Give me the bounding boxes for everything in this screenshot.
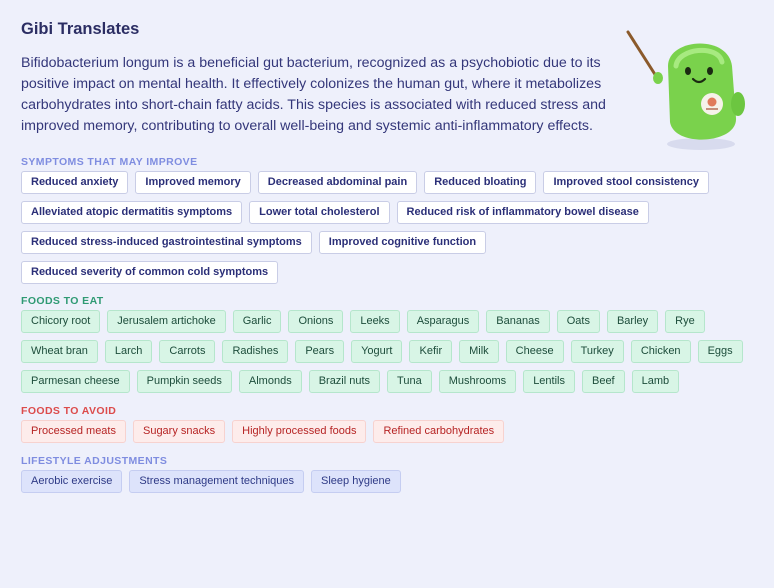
food-to-eat-chip: Lentils <box>523 370 575 393</box>
symptom-chip: Reduced bloating <box>424 171 536 194</box>
symptom-chip: Lower total cholesterol <box>249 201 389 224</box>
food-to-avoid-chip: Sugary snacks <box>133 420 225 443</box>
food-to-eat-chip: Leeks <box>350 310 399 333</box>
symptom-chip: Improved stool consistency <box>543 171 708 194</box>
food-to-eat-chip: Chicory root <box>21 310 100 333</box>
lifestyle-chip: Aerobic exercise <box>21 470 122 493</box>
lifestyle-chip: Sleep hygiene <box>311 470 401 493</box>
food-to-eat-chip: Bananas <box>486 310 549 333</box>
foods-to-avoid-section-label: FOODS TO AVOID <box>21 405 117 417</box>
food-to-eat-chip: Eggs <box>698 340 743 363</box>
food-to-eat-chip: Jerusalem artichoke <box>107 310 225 333</box>
food-to-eat-chip: Barley <box>607 310 658 333</box>
food-to-eat-chip: Almonds <box>239 370 302 393</box>
food-to-eat-chip: Parmesan cheese <box>21 370 130 393</box>
food-to-eat-chip: Wheat bran <box>21 340 98 363</box>
food-to-eat-chip: Lamb <box>632 370 680 393</box>
food-to-avoid-chip: Highly processed foods <box>232 420 366 443</box>
lifestyle-chip: Stress management techniques <box>129 470 304 493</box>
food-to-eat-chip: Yogurt <box>351 340 402 363</box>
food-to-eat-chip: Pumpkin seeds <box>137 370 232 393</box>
foods-to-avoid-chip-list <box>21 420 756 450</box>
food-to-avoid-chip: Refined carbohydrates <box>373 420 504 443</box>
food-to-eat-chip: Asparagus <box>407 310 480 333</box>
food-to-eat-chip: Onions <box>288 310 343 333</box>
symptom-chip: Reduced anxiety <box>21 171 128 194</box>
food-to-eat-chip: Carrots <box>159 340 215 363</box>
symptom-chip: Improved memory <box>135 171 250 194</box>
lifestyle-section-label: LIFESTYLE ADJUSTMENTS <box>21 455 168 467</box>
mascot-icon <box>618 26 754 154</box>
food-to-eat-chip: Brazil nuts <box>309 370 380 393</box>
foods-to-eat-chip-list <box>21 310 756 400</box>
food-to-eat-chip: Larch <box>105 340 153 363</box>
food-to-eat-chip: Beef <box>582 370 625 393</box>
food-to-eat-chip: Oats <box>557 310 600 333</box>
food-to-eat-chip: Mushrooms <box>439 370 516 393</box>
app-title: Gibi Translates <box>21 20 140 38</box>
food-to-eat-chip: Radishes <box>222 340 288 363</box>
symptoms-section-label: SYMPTOMS THAT MAY IMPROVE <box>21 156 198 168</box>
symptom-chip: Reduced stress-induced gastrointestinal symptoms <box>21 231 312 254</box>
symptom-chip: Reduced severity of common cold symptoms <box>21 261 278 284</box>
lifestyle-chip-list <box>21 470 756 500</box>
food-to-eat-chip: Pears <box>295 340 344 363</box>
symptom-chip: Improved cognitive function <box>319 231 486 254</box>
symptom-chip: Decreased abdominal pain <box>258 171 417 194</box>
food-to-eat-chip: Kefir <box>409 340 452 363</box>
food-to-eat-chip: Tuna <box>387 370 432 393</box>
symptom-chip: Alleviated atopic dermatitis symptoms <box>21 201 242 224</box>
food-to-avoid-chip: Processed meats <box>21 420 126 443</box>
food-to-eat-chip: Turkey <box>571 340 624 363</box>
food-to-eat-chip: Cheese <box>506 340 564 363</box>
food-to-eat-chip: Garlic <box>233 310 282 333</box>
food-to-eat-chip: Rye <box>665 310 705 333</box>
food-to-eat-chip: Milk <box>459 340 499 363</box>
symptoms-chip-list <box>21 171 756 291</box>
food-to-eat-chip: Chicken <box>631 340 691 363</box>
symptom-chip: Reduced risk of inflammatory bowel disease <box>397 201 649 224</box>
bacterium-description: Bifidobacterium longum is a beneficial gut bacterium, recognized as a psychobiotic due to its positive impact on mental health. It effectively colonizes the human gut, where it metabolizes carbohydrates into short-chain fatty acids. This species is associated with reduced stress and improved memory, contributing to overall well-being and systemic anti-inflammatory effects. <box>21 55 606 134</box>
foods-to-eat-section-label: FOODS TO EAT <box>21 295 104 307</box>
